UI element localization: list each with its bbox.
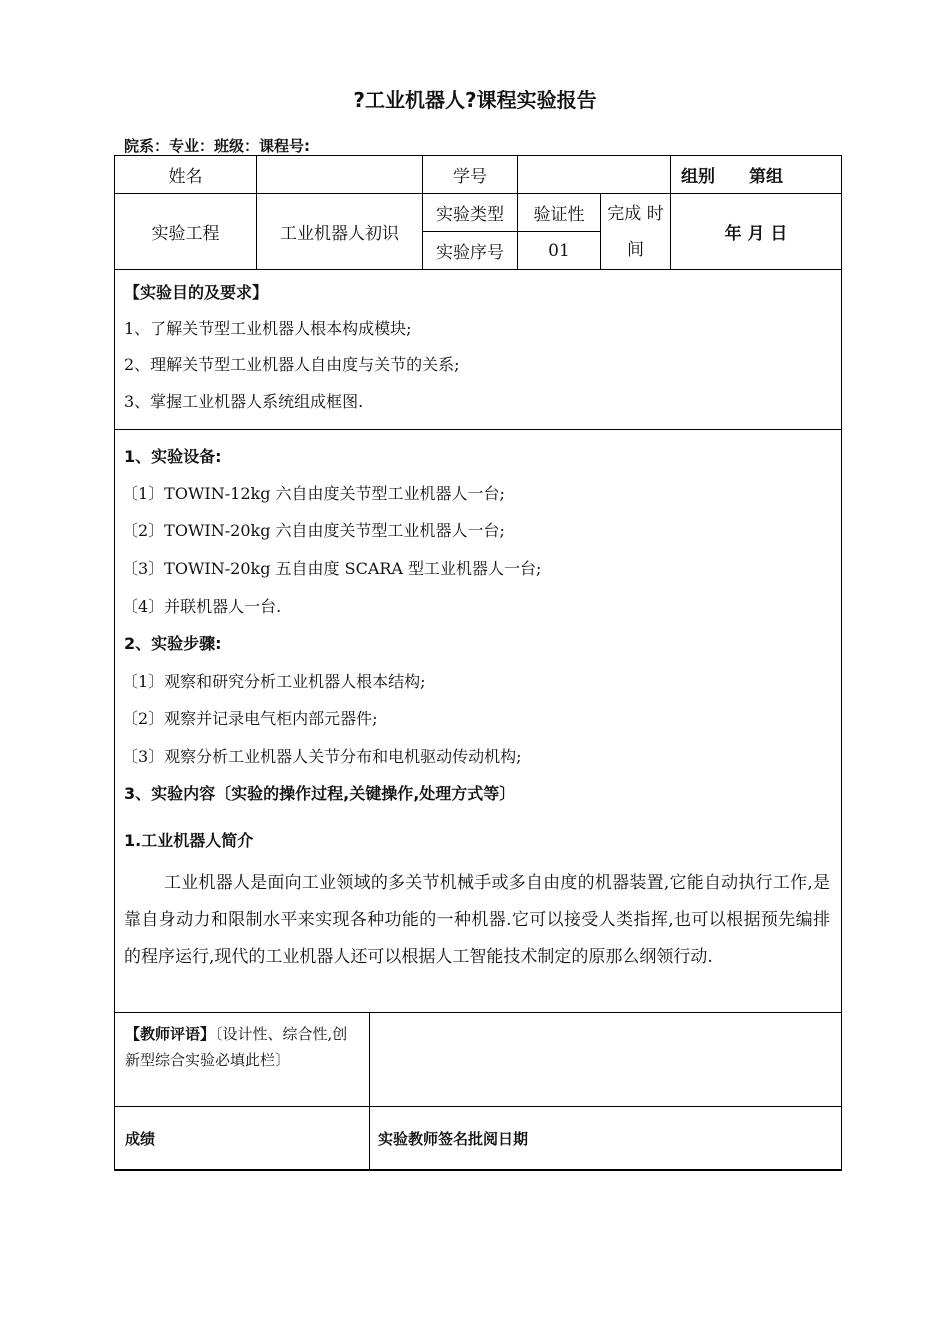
equipment-item: 〔2〕TOWIN-20kg 六自由度关节型工业机器人一台; (122, 521, 505, 540)
done-time-line2: 间 (627, 239, 644, 260)
name-label: 姓名 (115, 156, 257, 194)
grade-label: 成绩 (115, 1107, 370, 1170)
content-subheading: 1.工业机器人简介 (124, 831, 254, 850)
done-time-label (601, 194, 671, 270)
department-line: 院系：专业：班级：课程号: (124, 137, 310, 155)
student-id-value[interactable] (518, 156, 671, 194)
project-label: 实验工程 (115, 194, 257, 270)
purpose-item: 3、掌握工业机器人系统组成框图. (124, 392, 364, 411)
purpose-item: 1、了解关节型工业机器人根本构成模块; (124, 319, 412, 338)
equipment-item: 〔1〕TOWIN-12kg 六自由度关节型工业机器人一台; (122, 484, 505, 503)
steps-item: 〔2〕观察并记录电气柜内部元器件; (122, 709, 378, 728)
done-time-line1: 完成 时 (607, 203, 664, 224)
seq-label: 实验序号 (423, 232, 518, 270)
name-value[interactable] (257, 156, 423, 194)
equipment-heading: 1、实验设备: (124, 447, 222, 466)
content-paragraph: 工业机器人是面向工业领域的多关节机械手或多自由度的机器装置,它能自动执行工作,是靠自身动力和限制水平来实现各种功能的一种机器.它可以接受人类指挥,也可以根据预先编排的程序运行,现代的工业机器人还可以根据人工智能技术制定的原那么纲领行动. (124, 873, 830, 967)
purpose-heading: 【实验目的及要求】 (124, 283, 269, 302)
equipment-item: 〔3〕TOWIN-20kg 五自由度 SCARA 型工业机器人一台; (122, 559, 542, 578)
student-id-label: 学号 (423, 156, 518, 194)
purpose-item: 2、理解关节型工业机器人自由度与关节的关系; (124, 355, 460, 374)
content-heading: 3、实验内容〔实验的操作过程,关键操作,处理方式等〕 (124, 784, 516, 803)
teacher-comment-label-cell (115, 1013, 370, 1107)
type-label: 实验类型 (423, 194, 518, 232)
steps-item: 〔1〕观察和研究分析工业机器人根本结构; (122, 672, 426, 691)
type-value: 验证性 (518, 194, 601, 232)
teacher-comment-field[interactable] (370, 1013, 842, 1107)
teacher-comment-note: 〔设计性、综合性,创新型综合实验必填此栏〕 (125, 1025, 348, 1069)
steps-heading: 2、实验步骤: (124, 634, 222, 653)
teacher-sign-label: 实验教师签名批阅日期 (370, 1107, 842, 1170)
teacher-comment-label: 【教师评语】 (125, 1025, 216, 1043)
steps-item: 〔3〕观察分析工业机器人关节分布和电机驱动传动机构; (122, 747, 522, 766)
report-title: ?工业机器人?课程实验报告 (353, 88, 597, 112)
project-value: 工业机器人初识 (257, 194, 423, 270)
date-value: 年 月 日 (671, 194, 842, 270)
group-label: 组别 第组 (671, 156, 842, 194)
content-section (115, 430, 842, 1013)
seq-value: 01 (518, 232, 601, 270)
equipment-item: 〔4〕并联机器人一台. (122, 597, 282, 616)
